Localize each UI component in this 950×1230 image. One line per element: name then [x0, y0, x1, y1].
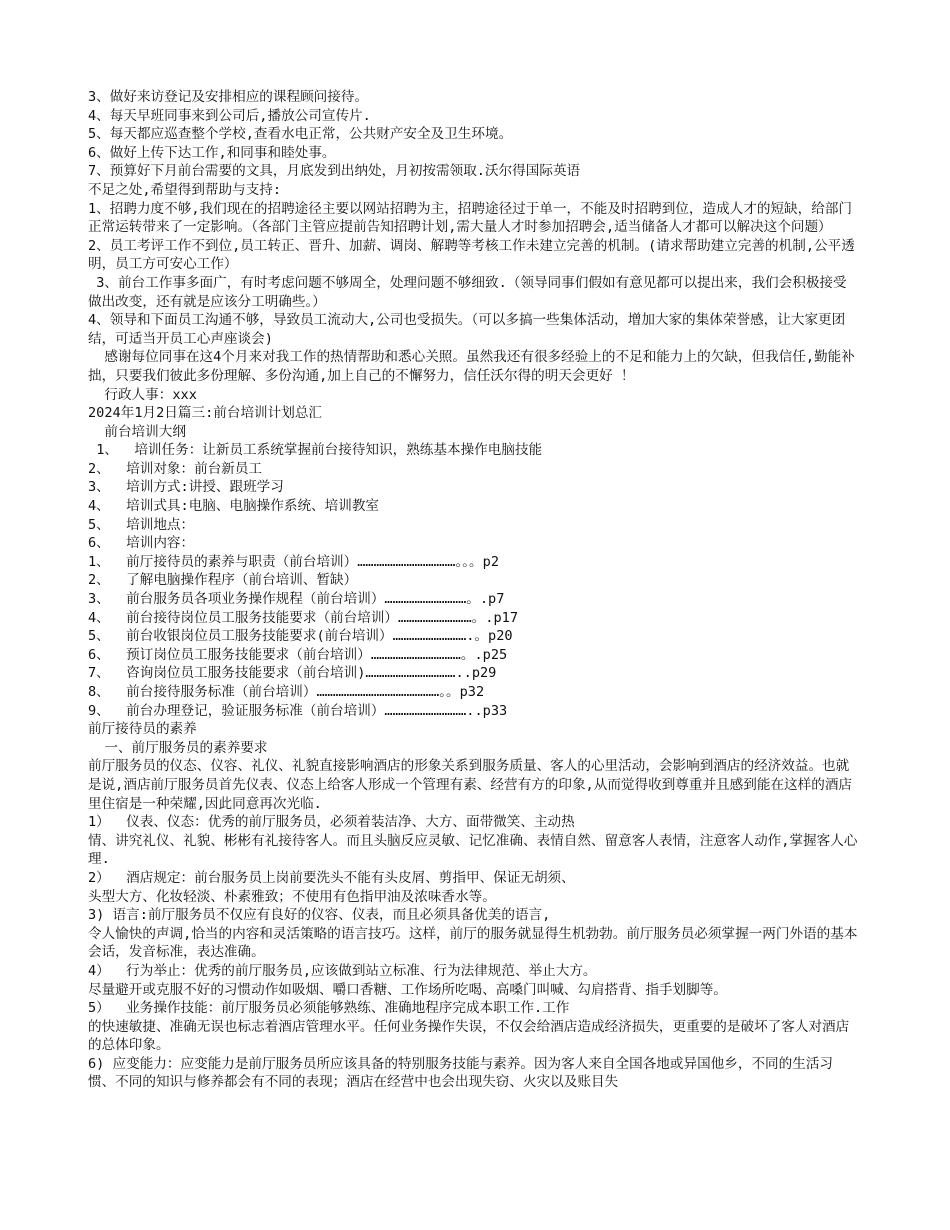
text-line: 2） 酒店规定：前台服务员上岗前要洗头不能有头皮屑、剪指甲、保证无胡须、: [88, 869, 575, 886]
toc-entry: 7、 咨询岗位员工服务技能要求（前台培训)……………………………..p29: [88, 665, 497, 682]
subsection-heading: 一、前厅服务员的素养要求: [88, 739, 268, 756]
outline-title: 前台培训大纲: [88, 423, 186, 440]
signature-line: 行政人事：xxx: [88, 386, 197, 403]
text-line: 尽量避开或克服不好的习惯动作如吸烟、嚼口香糖、工作场所吃喝、高嗓门叫喊、勾肩搭背、指手划脚等。: [88, 981, 727, 998]
toc-entry: 1、 前厅接待员的素养与职责（前台培训）………………………………。。。p2: [88, 553, 499, 570]
outline-item: 6、 培训内容：: [88, 535, 195, 552]
text-line: 5、每天都应巡查整个学校,查看水电正常，公共财产安全及卫生环境。: [88, 126, 513, 143]
paragraph: 3、前台工作事多面广，有时考虑问题不够周全，处理问题不够细致.（领导同事们假如有意见都可以提出来，我们会积极接受做出改变，还有就是应该分工明确些。）: [88, 274, 847, 310]
toc-entry: 2、 了解电脑操作程序（前台培训、暂缺）: [88, 572, 358, 589]
toc-entry: 4、 前台接待岗位员工服务技能要求（前台培训）………………………。.p17: [88, 609, 519, 626]
paragraph: 的快速敏捷、准确无误也标志着酒店管理水平。任何业务操作失误，不仅会给酒店造成经济损失，更重要的是破坏了客人对酒店的总体印象。: [88, 1018, 850, 1054]
document-body: [88, 88, 860, 1092]
text-line: 不足之处,希望得到帮助与支持:: [88, 181, 282, 198]
outline-item: 1、 培训任务：让新员工系统掌握前台接待知识，熟练基本操作电脑技能: [88, 442, 543, 459]
text-line: 1） 仪表、仪态：优秀的前厅服务员，必须着装洁净、大方、面带微笑、主动热: [88, 814, 575, 831]
outline-item: 3、 培训方式:讲授、跟班学习: [88, 479, 284, 496]
section-heading: 2024年1月2日篇三:前台培训计划总汇: [88, 405, 323, 422]
text-line: 4） 行为举止：优秀的前厅服务员,应该做到站立标准、行为法律规范、举止大方。: [88, 962, 597, 979]
outline-item: 2、 培训对象：前台新员工: [88, 460, 263, 477]
outline-item: 4、 培训式具:电脑、电脑操作系统、培训教室: [88, 498, 380, 515]
paragraph: 令人愉快的声调,恰当的内容和灵活策略的语言技巧。这样，前厅的服务就显得生机勃勃。前厅服务员必须掌握一两门外语的基本会话，发音标准，表达准确。: [88, 925, 858, 961]
text-line: 5） 业务操作技能：前厅服务员必须能够熟练、准确地程序完成本职工作.工作: [88, 1000, 570, 1017]
paragraph: 感谢每位同事在这4个月来对我工作的热情帮助和悉心关照。虽然我还有很多经验上的不足和能力上的欠缺，但我信任,勤能补拙，只要我们彼此多份理解、多份沟通,加上自己的不懈努力，信任沃尔得的明天会更好 ！: [88, 349, 855, 384]
paragraph: 2、员工考评工作不到位,员工转正、晋升、加薪、调岗、解聘等考核工作未建立完善的机制。(请求帮助建立完善的机制,公平透明，员工方可安心工作）: [88, 237, 855, 273]
text-line: 6、做好上传下达工作,和同事和睦处事。: [88, 144, 336, 161]
paragraph: 4、领导和下面员工沟通不够，导致员工流动大,公司也受损失。（可以多搞一些集体活动，增加大家的集体荣誉感，让大家更团结，可适当开员工心声座谈会): [88, 312, 846, 347]
paragraph: 前厅服务员的仪态、仪容、礼仪、礼貌直接影响酒店的形象关系到服务质量、客人的心里活动，会影响到酒店的经济效益。也就是说,酒店前厅服务员首先仪表、仪态上给客人形成一个管理有素、经营有方的印象,从而觉得收到尊重并且感到能在这样的酒店里住宿是一种荣耀,因此同意再次光临.: [88, 758, 853, 812]
paragraph: 情、讲究礼仪、礼貌、彬彬有礼接待客人。而且头脑反应灵敏、记忆准确、表情自然、留意客人表情，注意客人动作,掌握客人心理.: [88, 832, 858, 868]
toc-entry: 9、 前台办理登记，验证服务标准（前台培训）…………………………..p33: [88, 702, 508, 719]
toc-entry: 5、 前台收银岗位员工服务技能要求(前台培训）……………………….。p20: [88, 628, 513, 645]
section-heading: 前厅接待员的素养: [88, 721, 197, 738]
paragraph: 1、招聘力度不够,我们现在的招聘途径主要以网站招聘为主，招聘途径过于单一，不能及时招聘到位，造成人才的短缺，给部门正常运转带来了一定影响。（各部门主管应提前告知招聘计划,需大量人才时参加招聘会,适当储备人才都可以解决这个问题）: [88, 200, 853, 236]
toc-entry: 6、 预订岗位员工服务技能要求（前台培训）……………………………。.p25: [88, 646, 508, 663]
text-line: 4、每天早班同事来到公司后,播放公司宣传片.: [88, 107, 371, 124]
paragraph: 6) 应变能力：应变能力是前厅服务员所应该具备的特别服务技能与素养。因为客人来自全国各地或异国他乡，不同的生活习惯、不同的知识与修养都会有不同的表现；酒店在经营中也会出现失窃、火灾以及账目失: [88, 1055, 834, 1091]
text-line: 头型大方、化妆轻淡、朴素雅致；不使用有色指甲油及浓味香水等。: [88, 888, 496, 905]
text-line: 7、预算好下月前台需要的文具，月底发到出纳处，月初按需领取.沃尔得国际英语: [88, 163, 581, 180]
toc-entry: 8、 前台接待服务标准（前台培训）………………………………………。。p32: [88, 684, 485, 700]
outline-item: 5、 培训地点：: [88, 516, 195, 533]
text-line: 3) 语言:前厅服务员不仅应有良好的仪容、仪表，而且必须具备优美的语言,: [88, 907, 551, 924]
toc-entry: 3、 前台服务员各项业务操作规程（前台培训）…………………………。.p7: [88, 591, 505, 608]
text-line: 3、做好来访登记及安排相应的课程顾问接待。: [88, 89, 369, 105]
